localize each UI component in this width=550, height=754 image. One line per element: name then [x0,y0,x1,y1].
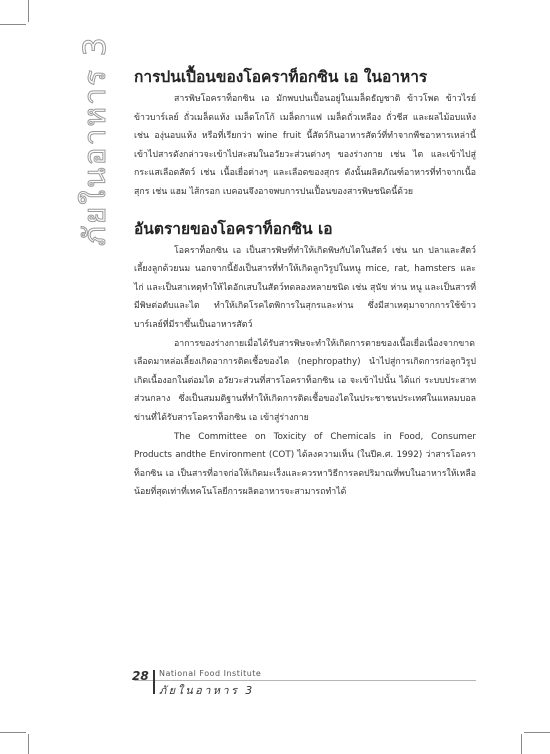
section-heading-contamination: การปนเปื้อนของโอคราท็อกซิน เอ ในอาหาร [134,68,428,86]
paragraph-hazards-3: The Committee on Toxicity of Chemicals in Food, Consumer Products andthe Environment (COT) ได้ลงความเห็น (ในปีค.ศ. 1992) ว่าสารโอคราท็อกซิน เอ เป็นสารที่อาจก่อให้เกิดมะเร็งและควรหาวิธีการลดปริมาณที่พบในอาหารให้เหลือน้อยที่สุดเท่าที่เทคโนโลยีการผลิตอาหารจะสามารถทำได้ [134,431,476,498]
crop-mark-bottom-left-h [0,732,26,733]
paragraph-hazards-2: อาการของร่างกายเมื่อได้รับสารพิษจะทำให้เกิดการตายของเนื้อเยื่อเนื่องจากขาดเลือดมาหล่อเลี้ยงเกิดอาการติดเชื้อของไต (nephropathy) นำไปสู่การเกิดการก่อลูกวิรูป เกิดเนื้องอกในต่อมไต อวัยวะส่วนที่สารโอคราท็อกซิน เอ จะเข้าไปนั้น ได้แก่ ระบบประสาทส่วนกลาง ซึ่งเป็นสมมติฐานที่ทำให้เกิดการติดเชื้อของไตในประชาชนประเทศในแหลมบอลข่านที่ได้รับสารโอคราท็อกซิน เอ เข้าสู่ร่างกาย [134,338,476,423]
crop-mark-top-left-v [28,0,29,22]
crop-mark-bottom-right-h [524,732,550,733]
crop-mark-bottom-right-v [521,734,522,754]
paragraph-hazards-1: โอคราท็อกซิน เอ เป็นสารพิษที่ทำให้เกิดพิษกับไตในสัตว์ เช่น นก ปลาและสัตว์เลี้ยงลูกด้วยนม นอกจากนี้ยังเป็นสารที่ทำให้เกิดลูกวิรูปในหนู mice, rat, hamsters และไก่ และเป็นสาเหตุทำให้ไตอักเสบในสัตว์ทดลองหลายชนิด เช่น สุนัข ห่าน หนู และเป็นสารที่มีพิษต่อตับและไต ทำให้เกิดโรคไตพิการในสุกรและห่าน ซึ่งมีสาเหตุมาจากการใช้ข้าวบาร์เลย์ที่มีราขึ้นเป็นอาหารสัตว์ [134,245,476,330]
crop-mark-bottom-left-v [28,734,29,754]
section-heading-hazards: อันตรายของโอคราท็อกซิน เอ [134,219,333,238]
footer-book-title: ภัยในอาหาร 3 [159,684,255,697]
page-number: 28 [132,669,149,683]
footer-divider [153,670,155,694]
side-title: ภัยในอาหาร 3 [78,35,113,246]
page-footer [134,668,476,698]
paragraph-contamination: สารพิษโอคราท็อกซิน เอ มักพบปนเปื้อนอยู่ในเมล็ดธัญชาติ ข้าวโพด ข้าวไรย์ ข้าวบาร์เลย์ ถั่วเมล็ดแห้ง เมล็ดโกโก้ เมล็ดกาแฟ เมล็ดถั่วเหลือง ถั่วชีส และผลไม้อบแห้ง เช่น องุ่นอบแห้ง หรือที่เรียกว่า wine fruit นี้สัตว์กินอาหารสัตว์ที่ทำจากพืชอาหารเหล่านี้เข้าไปสารดังกล่าวจะเข้าไปสะสมในอวัยวะส่วนต่างๆ ของร่างกาย เช่น ไต และเข้าไปสู่กระแสเลือดสัตว์ เช่น เนื้อเยื่อต่างๆ และเลือดของสุกร ดังนั้นผลิตภัณฑ์อาหารที่ทำจากเนื้อสุกร เช่น แฮม ไส้กรอก เบคอนจึงอาจพบการปนเปื้อนของสารพิษชนิดนี้ด้วย [134,94,476,197]
page-content [134,66,476,502]
crop-mark-top-left-h [0,24,26,25]
footer-institute: National Food Institute [159,669,262,678]
